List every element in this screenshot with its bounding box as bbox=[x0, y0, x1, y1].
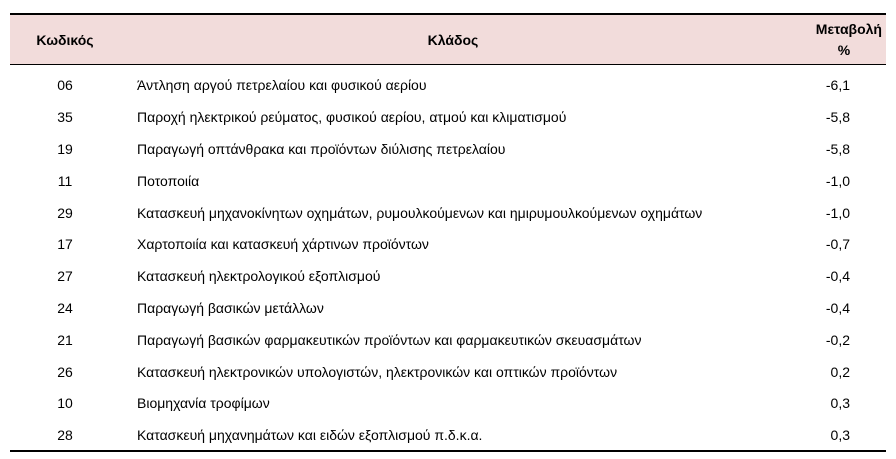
row-change: -5,8 bbox=[825, 140, 850, 157]
row-sector: Παραγωγή βασικών φαρμακευτικών προϊόντων και φαρμακευτικών σκευασμάτων bbox=[137, 331, 642, 348]
table-row bbox=[10, 387, 886, 419]
header-code: Κωδικός bbox=[36, 31, 94, 48]
row-change: -5,8 bbox=[825, 109, 850, 126]
row-code: 21 bbox=[57, 331, 73, 348]
row-change: -1,0 bbox=[825, 204, 850, 221]
row-code: 26 bbox=[57, 363, 73, 380]
row-change: -0,2 bbox=[825, 331, 850, 348]
row-sector: Παροχή ηλεκτρικού ρεύματος, φυσικού αερίου, ατμού και κλιματισμού bbox=[137, 109, 567, 126]
header-change bbox=[786, 14, 886, 65]
row-change: -6,1 bbox=[825, 77, 850, 94]
sector-change-table-container bbox=[10, 13, 886, 452]
row-code: 19 bbox=[57, 140, 73, 157]
table-row bbox=[10, 101, 886, 133]
row-change: -0,7 bbox=[825, 236, 850, 253]
table-body bbox=[10, 65, 886, 452]
header-sector: Κλάδος bbox=[427, 31, 479, 48]
row-sector: Κατασκευή ηλεκτρολογικού εξοπλισμού bbox=[137, 268, 381, 285]
row-code: 17 bbox=[57, 236, 73, 253]
row-sector: Βιομηχανία τροφίμων bbox=[137, 395, 270, 412]
header-change-label: Μεταβολή bbox=[815, 20, 882, 37]
row-sector: Παραγωγή οπτάνθρακα και προϊόντων διύλισης πετρελαίου bbox=[137, 140, 506, 157]
row-code: 06 bbox=[57, 77, 73, 94]
row-sector: Ποτοποιία bbox=[137, 172, 200, 189]
table-row bbox=[10, 260, 886, 292]
row-code: 27 bbox=[57, 268, 73, 285]
row-sector: Κατασκευή μηχανοκίνητων οχημάτων, ρυμουλκούμενων και ημιρυμουλκούμενων οχημάτων bbox=[137, 204, 703, 221]
table-row bbox=[10, 70, 886, 102]
row-change: -0,4 bbox=[825, 268, 850, 285]
table-row bbox=[10, 165, 886, 197]
row-code: 29 bbox=[57, 204, 73, 221]
row-code: 28 bbox=[57, 426, 73, 443]
row-change: 0,3 bbox=[830, 426, 850, 443]
row-change: 0,3 bbox=[830, 395, 850, 412]
row-sector: Παραγωγή βασικών μετάλλων bbox=[137, 299, 324, 316]
table-row bbox=[10, 197, 886, 229]
row-sector: Κατασκευή μηχανημάτων και ειδών εξοπλισμού π.δ.κ.α. bbox=[137, 426, 483, 443]
row-code: 35 bbox=[57, 109, 73, 126]
row-code: 10 bbox=[57, 395, 73, 412]
row-change: -1,0 bbox=[825, 172, 850, 189]
table-row bbox=[10, 356, 886, 388]
header-row bbox=[10, 14, 886, 65]
table-row bbox=[10, 228, 886, 260]
table-row bbox=[10, 419, 886, 451]
table-row bbox=[10, 133, 886, 165]
table-row bbox=[10, 324, 886, 356]
table-row bbox=[10, 292, 886, 324]
row-code: 24 bbox=[57, 299, 73, 316]
row-sector: Άντληση αργού πετρελαίου και φυσικού αερίου bbox=[137, 77, 427, 94]
row-change: -0,4 bbox=[825, 299, 850, 316]
row-change: 0,2 bbox=[830, 363, 850, 380]
row-sector: Κατασκευή ηλεκτρονικών υπολογιστών, ηλεκτρονικών και οπτικών προϊόντων bbox=[137, 363, 618, 380]
table-header bbox=[10, 14, 886, 65]
row-code: 11 bbox=[57, 172, 73, 189]
row-sector: Χαρτοποιία και κατασκευή χάρτινων προϊόντων bbox=[137, 236, 429, 253]
sector-change-table bbox=[10, 13, 886, 452]
header-change-unit: % bbox=[837, 41, 851, 58]
